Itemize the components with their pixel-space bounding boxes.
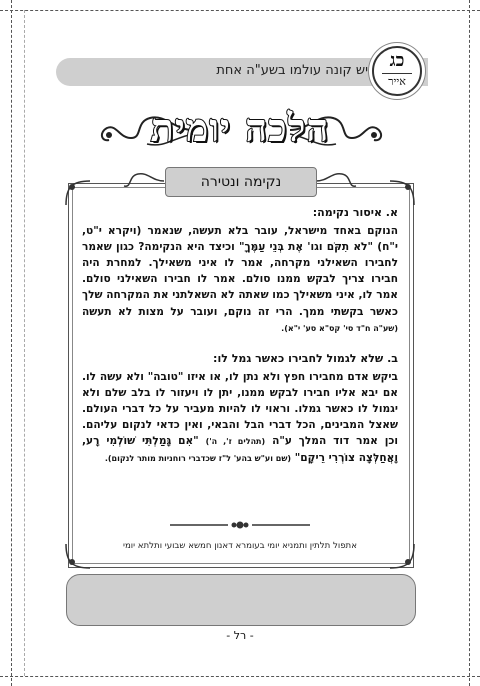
page-edge-right (469, 0, 470, 686)
date-month: אייר (382, 73, 412, 88)
section-1-text: הנוקם באחד מישראל, עובר בלא תעשה, שנאמר (ויקרא י"ט, י"ח) "לֹא תִקֹּם וגו' אֶת בְּנֵי עַמֶּךָ" וכיצד היא הנקימה? כגון שאמר לחבירו השאילני מקרחה, אמר לו איני משאילך. למחרת היה חבירו צריך לבקש ממנו סולם. אמר לו חבירו השאילני סולם. אמר לו, איני משאילך כמו שאתה לא השאלתני את המקרחה שלך כאשר בקשתי ממך. הרי זה נוקם, ועובר על מצות לא תעשה (82, 225, 398, 318)
page-edge-bottom (0, 676, 480, 677)
section-divider (170, 520, 310, 530)
section-2-verse: "אִם גָּמַלְתִּי שׁוֹלְמִי רָע, וָאֲחַלְּצָה צוֹרְרִי רֵיקָם" (82, 435, 398, 465)
topic-label: נקימה ונטירה (165, 167, 317, 197)
section-1-source: (שע"ה ח"ד סי' קס"א סע' י"א). (281, 323, 398, 333)
header-banner-text: יש קונה עולמו בשע"ה אחת (216, 63, 368, 78)
date-day: כג (389, 50, 405, 71)
page-edge-top (0, 10, 480, 11)
topic-ornament-right (314, 170, 362, 192)
corner-ornament-top-right (388, 177, 418, 207)
section-2-title: ב. שלא לגמול לחבירו כאשר גמל לו: (213, 351, 398, 365)
date-badge (372, 46, 422, 96)
section-2-text: ביקש אדם מחבירו חפץ ולא נתן לו, או איזו "טובה" ולא עשה לו. אם יבא אליו חבירו לבקש ממנו, יתן לו ויעזור לו בלב שלם ולא יגמול לו כאשר גמלו. וראוי לו להיות מעביר על כל דברי העולם. שאצל המבינים, הכל דברי הבל והבאי, ואין כדאי לנקום עליהם. וכן אמר דוד המלך ע"ה (82, 370, 398, 448)
section-1-body (82, 223, 398, 337)
section-2-body (82, 369, 398, 468)
page-title: הלכה יומית (150, 105, 330, 150)
corner-ornament-top-left (62, 177, 92, 207)
page-number: - רל - (226, 629, 254, 642)
section-1-title: א. איסור נקימה: (312, 206, 398, 219)
section-2-source-inline: (תהלים ז', ה') (205, 437, 266, 447)
topic-ornament-left (118, 170, 166, 192)
halacha-content (82, 205, 398, 467)
page-edge-left (11, 0, 12, 686)
omer-count-note: אתפול תלתין ותמניא יומי בעומרא דאנון חמשא שבועי ותלתא יומי (123, 541, 357, 551)
section-2-source: (שם וע"ש בהע' ל"ז שכדברי רוחניות מותר לנקום). (104, 454, 292, 464)
bottom-box (66, 574, 416, 626)
